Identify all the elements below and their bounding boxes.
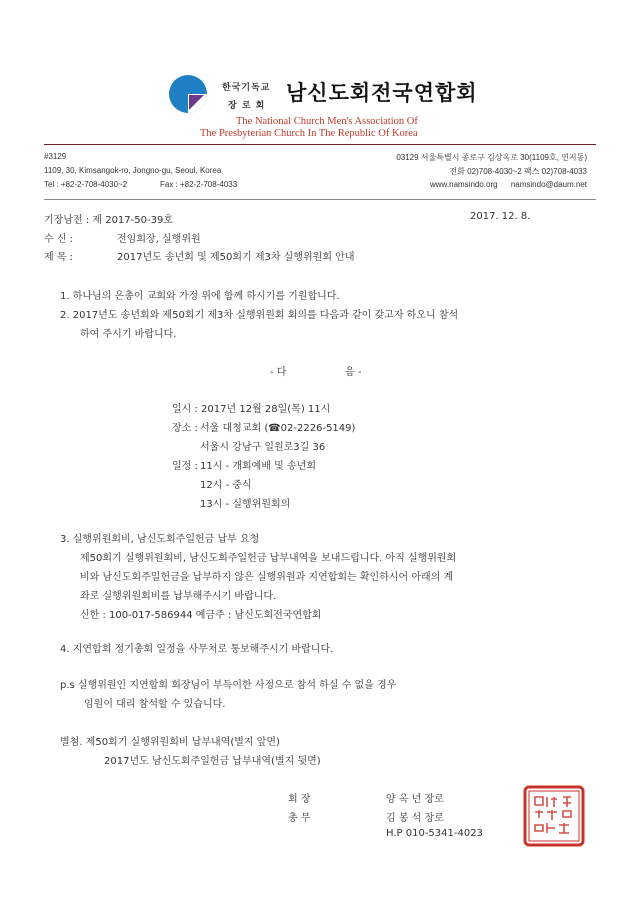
address-en-postcode: #3129	[44, 152, 67, 161]
chair-name: 양 옥 년 장로	[386, 794, 444, 805]
secretary-phone: H.P 010-5341-4023	[386, 828, 483, 839]
place-name: 서울 대청교회 (☎02-2226-5149)	[200, 423, 356, 434]
greeting: 1. 하나님의 은총이 교회와 가정 위에 함께 하시기를 기원합니다.	[60, 291, 340, 302]
address-en: 1109, 30, Kimsangok-ro, Jongno-gu, Seoul, Korea	[44, 166, 222, 175]
recipient: 전임회장, 실행위원	[117, 234, 201, 245]
subject-label: 제 목 :	[44, 252, 74, 263]
meeting-notice: 4. 지연합회 정기총회 일정을 사무처로 통보해주시기 바랍니다.	[60, 644, 334, 655]
attachment-line-1: 별첨. 제50회기 실행위원회비 납부내역(별지 앞면)	[60, 737, 280, 748]
address-en-phone: Tel : +82-2-708-4030~2	[44, 180, 128, 189]
doc-number: 기장남전 : 제 2017-50-39호	[44, 215, 173, 226]
fee-request-title: 3. 실행위원회비, 남신도회주일헌금 납부 요청	[60, 534, 260, 545]
schedule-item-3: 13시 - 실행위원회의	[200, 499, 291, 510]
da-label: - 다	[270, 367, 287, 378]
subject: 2017년도 송년회 및 제50회기 제3차 실행위원회 안내	[117, 252, 355, 263]
schedule-item-1: 11시 - 개회예배 및 송년회	[200, 461, 316, 472]
schedule-label: 일정 :	[172, 461, 198, 472]
schedule-item-2: 12시 - 중식	[200, 480, 252, 491]
org-denomination-2: 장 로 회	[228, 101, 266, 111]
website: www.namsindo.org	[430, 180, 498, 189]
fee-request-line-2: 비와 남신도회주일헌금을 납부하지 않은 실행위원과 지연합회는 확인하시어 아래의 계	[80, 572, 454, 583]
doc-date: 2017. 12. 8.	[470, 211, 531, 222]
secretary-title: 총 무	[288, 813, 311, 824]
recipient-label: 수 신 :	[44, 234, 74, 245]
official-seal	[523, 785, 585, 847]
org-logo	[168, 74, 208, 114]
org-english-name-2: The Presbyterian Church In The Republic Of Korea	[200, 128, 418, 139]
address-ko: 03129 서울특별시 종로구 김상옥로 30(1109호, 연지동)	[396, 153, 587, 162]
org-english-name-1: The National Church Men's Association Of	[236, 116, 418, 127]
secretary-name: 김 봉 석 장로	[386, 813, 444, 824]
fee-request-line-3: 좌로 실행위원회비를 납부해주시기 바랍니다.	[80, 591, 277, 602]
eum-label: 음 -	[345, 367, 362, 378]
address-ko-phone: 전화 02)708-4030~2 팩스 02)708-4033	[449, 167, 587, 176]
attachment-line-2: 2017년도 남신도회주일헌금 납부내역(별지 뒷면)	[104, 756, 321, 767]
bank-account: 신한 : 100-017-586944 예금주 : 남신도회전국연합회	[80, 610, 322, 621]
fee-request-line-1: 제50회기 실행위원회비, 남신도회주일헌금 납부내역을 보내드립니다. 아직 실행위원회	[80, 553, 457, 564]
place-label: 장소 :	[172, 423, 198, 434]
email: namsindo@daum.net	[510, 180, 587, 189]
address-rule	[44, 199, 596, 200]
place-address: 서울시 강남구 일원로3길 36	[200, 442, 326, 453]
event-date: 일시 : 2017년 12월 28일(목) 11시	[172, 404, 331, 415]
ps-line-1: p.s 실행위원인 지연합회 회장님이 부득이한 사정으로 참석 하실 수 없을 경우	[60, 680, 397, 691]
chair-title: 회 장	[288, 794, 311, 805]
org-name: 남신도회전국연합회	[286, 80, 478, 105]
invitation-line-2: 하여 주시기 바랍니다.	[80, 329, 177, 340]
address-en-fax: Fax : +82-2-708-4033	[160, 180, 238, 189]
invitation-line-1: 2. 2017년도 송년회와 제50회기 제3차 실행위원회 회의를 다음과 같이 갖고자 하오니 참석	[60, 310, 459, 321]
ps-line-2: 임원이 대리 참석할 수 있습니다.	[84, 699, 226, 710]
header-rule	[44, 144, 596, 145]
org-denomination: 한국기독교	[222, 83, 271, 93]
